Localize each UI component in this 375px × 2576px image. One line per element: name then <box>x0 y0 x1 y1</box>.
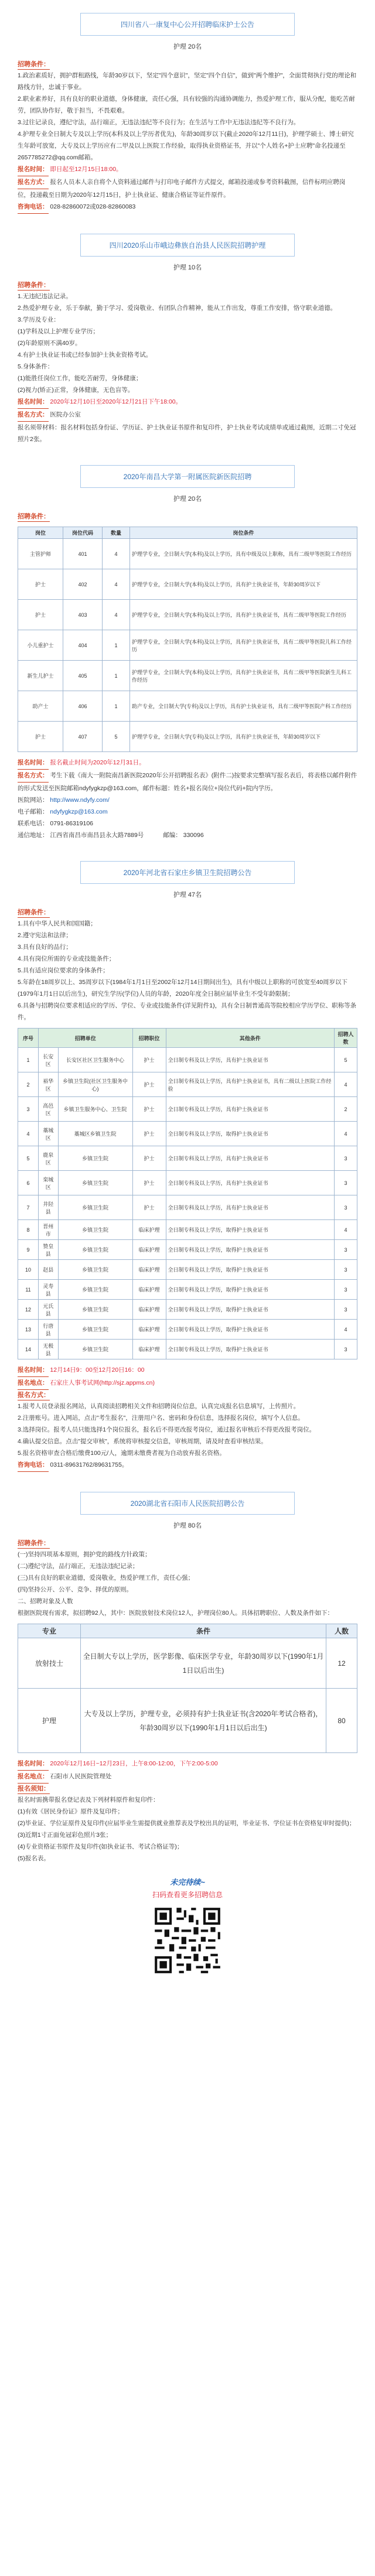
section-4-phone-label: 咨询电话： <box>18 1459 49 1472</box>
table-cell: 乡镇卫生院(社区卫生服务中心) <box>58 1072 132 1097</box>
table-row <box>18 1280 357 1300</box>
req-item: 2.热爱护理专业，乐于奉献，勤于学习、爱岗敬业、有团队合作精神，能从工作出发，尊重工作安排，恪守职业道德。 <box>18 305 337 312</box>
table-cell: 护士 <box>132 1072 166 1097</box>
table-cell: 乡镇卫生院 <box>58 1280 132 1300</box>
req-item: (1)能胜任岗位工作，能吃苦耐劳，身体健康； <box>18 375 142 382</box>
footer <box>0 1876 375 1976</box>
doc-item: (1)有效《居民身份证》原件及复印件； <box>18 1808 124 1815</box>
table-row <box>18 722 357 752</box>
table-cell: 小儿重护士 <box>18 630 63 661</box>
section-2-docs: 报名须带材料：报名材料包括身份证、学历证、护士执业证书原件和复印件，护士执业考试成绩单或通过截图，近期二寸免冠照片2张。 <box>18 424 356 443</box>
table-cell: 406 <box>63 691 103 722</box>
req-item: 1.具有中华人民共和国国籍； <box>18 920 97 927</box>
table-row <box>18 1240 357 1260</box>
table-cell: 4 <box>335 1220 357 1240</box>
table-cell: 护理学专业，全日制大学(本科)及以上学历，具有护士执业证书，具有二级甲等医院新生儿科工作经历 <box>130 661 357 691</box>
doc-item: 报名时需携带报名登记表及下列材料原件和复印件： <box>18 1796 159 1803</box>
table-cell: 2 <box>18 1072 39 1097</box>
table-cell: 赵县 <box>39 1260 59 1280</box>
table-cell: 10 <box>18 1260 39 1280</box>
section-3-way-label: 报名方式： <box>18 770 49 783</box>
table-row <box>18 539 357 569</box>
section-2-title: 四川2020乐山市峨边彝族自治县人民医院招聘护理 <box>80 234 295 257</box>
table-cell: 乡镇卫生院 <box>58 1146 132 1171</box>
section-3-addr: 江西省南昌市南昌县永大路7889号 <box>50 832 144 839</box>
table-row <box>18 1122 357 1146</box>
table-row <box>18 569 357 600</box>
table-cell: 3 <box>335 1146 357 1171</box>
section-3-web[interactable]: http://www.ndyfy.com/ <box>50 797 110 804</box>
table-cell: 护士 <box>18 569 63 600</box>
section-3-title: 2020年南昌大学第一附属医院新医院招聘 <box>80 465 295 488</box>
table-cell: 全日制专科及以上学历，取得护士执业证书 <box>166 1320 334 1340</box>
section-5-table <box>18 1624 357 1753</box>
table-cell: 全日制专科及以上学历，具有护士执业证书 <box>166 1097 334 1122</box>
footer-line2: 扫码查看更多招聘信息 <box>152 1891 223 1899</box>
col-header: 其他条件 <box>166 1029 334 1048</box>
table-header-row <box>18 1029 357 1048</box>
table-cell: 护士 <box>132 1048 166 1072</box>
table-cell: 乡镇卫生院 <box>58 1220 132 1240</box>
section-3-mail[interactable]: ndyfygkzp@163.com <box>50 808 108 815</box>
table-row <box>18 1260 357 1280</box>
table-header-row <box>18 527 357 539</box>
table-cell: 灵寿县 <box>39 1280 59 1300</box>
table-cell: 长安区社区卫生服务中心 <box>58 1048 132 1072</box>
req-item: 1.无违纪违法记录。 <box>18 293 72 300</box>
table-row <box>18 1638 357 1689</box>
table-row <box>18 1320 357 1340</box>
section-4-count: 护理 47名 <box>173 891 202 898</box>
table-cell: 全日制大专以上学历，医学影像、临床医学专业，年龄30周岁以下(1990年1月1日以后出生) <box>81 1638 326 1689</box>
table-cell: 临床护理 <box>132 1280 166 1300</box>
table-cell: 乡镇卫生院 <box>58 1171 132 1195</box>
req-item: 2.职业素养好，具有良好的职业道德，身体健康，责任心强，具有较强的沟通协调能力，热爱护理工作，服从分配，能吃苦耐劳，团队协作好，敬于担当，不畏艰难。 <box>18 95 355 114</box>
qr-code-icon[interactable] <box>152 1905 223 1976</box>
section-2-time-label: 报名时间： <box>18 396 49 409</box>
table-cell: 4 <box>18 1122 39 1146</box>
table-cell: 护士 <box>132 1146 166 1171</box>
section-3-way: 考生下载《南大一附院南昌新医院2020年公开招聘报名表》(附件二)按要求完整填写报名表后，将表格以邮件附件的形式发送至医院邮箱ndyfygkzp@163.com，邮件标题：姓名+报名岗位+岗位代码+院内学历。 <box>18 772 357 792</box>
table-cell: 全日制专科及以上学历，取得护士执业证书 <box>166 1240 334 1260</box>
table-cell: 6 <box>18 1171 39 1195</box>
col-header: 招聘职位 <box>132 1029 166 1048</box>
section-3-web-label: 医院网站： <box>18 797 49 804</box>
table-cell: 主管护师 <box>18 539 63 569</box>
req-item: 根据医院现有需求，拟招聘92人，其中：医院放射技术岗位12人，护理岗位80人。具体招聘职位、人数及条件如下： <box>18 1610 334 1617</box>
table-cell: 3 <box>335 1340 357 1359</box>
table-cell: 长安区 <box>39 1048 59 1072</box>
table-cell: 407 <box>63 722 103 752</box>
table-cell: 护士 <box>132 1122 166 1146</box>
table-cell: 临床护理 <box>132 1340 166 1359</box>
req-item: 3.具有良好的品行； <box>18 944 72 951</box>
table-row <box>18 691 357 722</box>
table-cell: 护士 <box>132 1171 166 1195</box>
footer-line1: 未完待续~ <box>170 1878 205 1887</box>
table-row <box>18 1340 357 1359</box>
table-cell: 藁城区乡镇卫生院 <box>58 1122 132 1146</box>
table-cell: 4 <box>103 600 130 630</box>
section-1-time: 即日起至12月15日18:00。 <box>50 166 122 173</box>
section-4-table <box>18 1028 357 1359</box>
section-5-docs <box>18 1794 357 1864</box>
section-5-time: 2020年12月16日~12月23日，上午8:00-12:00，下午2:00-5:00 <box>50 1760 218 1767</box>
way-item: 3.选择岗位。报考人员只能选择1个岗位报名，报名后不得更改报考岗位，通过报名审核后不得更改报考岗位。 <box>18 1426 316 1433</box>
section-1 <box>0 0 375 214</box>
table-row <box>18 600 357 630</box>
table-cell: 护理学专业，全日制大学(本科)及以上学历，具有护士执业证书，具有二级甲等医院儿科工作经历 <box>130 630 357 661</box>
section-5-site-label: 报名地点： <box>18 1771 49 1784</box>
section-3-time: 报名截止时间为2020年12月31日。 <box>50 759 145 766</box>
table-row <box>18 1300 357 1320</box>
section-3-count: 护理 20名 <box>173 496 202 503</box>
table-cell: 行唐县 <box>39 1320 59 1340</box>
table-cell: 井陉县 <box>39 1195 59 1220</box>
table-cell: 全日制专科及以上学历，具有护士执业证书 <box>166 1146 334 1171</box>
section-4-site-label: 报名地点： <box>18 1377 49 1390</box>
table-cell: 4 <box>335 1072 357 1097</box>
section-3-zip-label: 邮编： <box>163 832 182 839</box>
table-cell: 全日制专科及以上学历，具有护士执业证书，具有二级以上医院工作经验 <box>166 1072 334 1097</box>
req-item: 4.护理专业全日制大专及以上学历(本科及以上学历者优先)，年龄30周岁以下(截止2020年12月11日)，护理学硕士、博士研究生年龄可放宽，大专及以上学历应有二甲及以上医院工作经验，取得执业资格证书，并以"个人姓名+护士应聘"命名投递至2657785272@qq.com邮箱。 <box>18 131 354 161</box>
table-cell: 9 <box>18 1240 39 1260</box>
section-3-contact-label: 联系电话： <box>18 820 49 827</box>
section-4 <box>0 841 375 1472</box>
table-row <box>18 630 357 661</box>
table-cell: 4 <box>103 569 130 600</box>
section-3-mail-label: 电子邮箱： <box>18 808 49 815</box>
table-cell: 赞皇县 <box>39 1240 59 1260</box>
req-item: 2.遵守宪法和法律； <box>18 932 72 939</box>
req-item: (二)遵纪守法，品行端正，无违法违纪记录； <box>18 1563 139 1570</box>
section-5 <box>0 1472 375 1864</box>
section-4-time-label: 报名时间： <box>18 1364 49 1377</box>
section-2-req-label: 招聘条件： <box>18 280 50 291</box>
table-cell: 乡镇卫生院 <box>58 1260 132 1280</box>
table-cell: 护士 <box>18 722 63 752</box>
section-1-req-label: 招聘条件： <box>18 59 50 70</box>
section-1-way: 报名人员本人亲自将个人资料通过邮件与打印电子邮件方式提交，邮箱投递或参考资料截图，信件标明应聘岗位，投递截至日期为2020年12月15日，护士执业证、健康合格证等证件原件。 <box>18 179 346 199</box>
table-cell: 全日制专科及以上学历，取得护士执业证书 <box>166 1220 334 1240</box>
table-cell: 无极县 <box>39 1340 59 1359</box>
table-cell: 临床护理 <box>132 1320 166 1340</box>
table-cell: 4 <box>335 1320 357 1340</box>
table-cell: 元氏县 <box>39 1300 59 1320</box>
table-cell: 栾城区 <box>39 1171 59 1195</box>
req-item: 6.具备与招聘岗位要求相适应的学历、学位、专业或技能条件(详见附件1)，具有全日制普通高等院校相应学历学位、职称等条件。 <box>18 1002 357 1021</box>
table-cell: 临床护理 <box>132 1240 166 1260</box>
section-5-reqs <box>18 1549 357 1619</box>
section-4-ways <box>18 1400 357 1459</box>
section-4-time: 12月14日9：00至12月20日16：00 <box>50 1366 145 1374</box>
table-cell: 1 <box>103 630 130 661</box>
table-cell: 全日制专科及以上学历，取得护士执业证书 <box>166 1122 334 1146</box>
table-cell: 14 <box>18 1340 39 1359</box>
table-cell: 助产士 <box>18 691 63 722</box>
table-cell: 5 <box>103 722 130 752</box>
table-cell: 护理学专业，全日制大学(本科)及以上学历，具有护士执业证书，具有二级甲等医院工作经历 <box>130 600 357 630</box>
section-1-title: 四川省八一康复中心公开招聘临床护士公告 <box>80 13 295 36</box>
table-cell: 乡镇卫生院 <box>58 1195 132 1220</box>
table-row <box>18 1689 357 1753</box>
req-item: (三)具有良好的职业道德，爱岗敬业，热爱护理工作，责任心强； <box>18 1574 194 1581</box>
table-cell: 放射技士 <box>18 1638 81 1689</box>
table-cell: 新生儿护士 <box>18 661 63 691</box>
col-header: 岗位 <box>18 527 63 539</box>
table-row <box>18 1171 357 1195</box>
table-cell: 乡镇卫生院 <box>58 1240 132 1260</box>
col-header: 招聘单位 <box>39 1029 133 1048</box>
table-header-row <box>18 1624 357 1638</box>
section-1-count: 护理 20名 <box>173 43 202 50</box>
table-cell: 护士 <box>132 1097 166 1122</box>
table-cell: 全日制专科及以上学历，取得护士执业证书 <box>166 1280 334 1300</box>
section-5-docs-label: 报名须知： <box>18 1784 50 1794</box>
table-cell: 护理 <box>18 1689 81 1753</box>
table-cell: 80 <box>326 1689 357 1753</box>
section-3 <box>0 445 375 841</box>
table-cell: 乡镇卫生院 <box>58 1300 132 1320</box>
table-cell: 护士 <box>132 1195 166 1220</box>
table-cell: 护理学专业，全日制大学(本科)及以上学历，具有中级及以上职称，具有二级甲等医院工作经历 <box>130 539 357 569</box>
table-cell: 全日制专科及以上学历，具有护士执业证书 <box>166 1171 334 1195</box>
table-row <box>18 661 357 691</box>
section-2-way-label: 报名方式： <box>18 409 49 422</box>
way-item: 5.报名资格审查合格后缴费100元/人，逾期未缴费者视为自动放弃报名资格。 <box>18 1450 226 1457</box>
table-cell: 12 <box>18 1300 39 1320</box>
section-4-way-label: 报名方式： <box>18 1390 50 1400</box>
table-cell: 全日制专科及以上学历，取得护士执业证书 <box>166 1260 334 1280</box>
way-item: 4.确认提交信息。点击"提交审核"，系统将审核提交信息，审核周期，请及时查看审核结果。 <box>18 1438 267 1445</box>
section-3-contact: 0791-86319106 <box>50 820 93 827</box>
table-cell: 鹿泉区 <box>39 1146 59 1171</box>
doc-item: (3)近期1寸正面免冠彩色照片3张； <box>18 1832 112 1839</box>
table-cell: 临床护理 <box>132 1260 166 1280</box>
table-cell: 晋州市 <box>39 1220 59 1240</box>
table-cell: 3 <box>335 1171 357 1195</box>
col-header: 条件 <box>81 1624 326 1638</box>
doc-item: (2)毕业证、学位证原件及复印件(应届毕业生需提供就业推荐表及学校出具的证明，毕业证书、学位证书在资格复审时提供)； <box>18 1820 356 1827</box>
table-cell: 403 <box>63 600 103 630</box>
table-cell: 8 <box>18 1220 39 1240</box>
table-cell: 大专及以上学历，护理专业，必须持有护士执业证书(含2020年考试合格者)，年龄30周岁以下(1990年1月1日以后出生) <box>81 1689 326 1753</box>
table-cell: 3 <box>335 1260 357 1280</box>
req-item: 4.具有岗位所需的专业或技能条件； <box>18 955 115 962</box>
table-cell: 1 <box>18 1048 39 1072</box>
table-cell: 乡镇卫生院 <box>58 1320 132 1340</box>
table-cell: 2 <box>335 1097 357 1122</box>
table-cell: 402 <box>63 569 103 600</box>
table-cell: 1 <box>103 661 130 691</box>
table-cell: 裕华区 <box>39 1072 59 1097</box>
req-item: 1.政治素质好，拥护群租路线，年龄30岁以下，坚定"四个意识"，坚定"四个自信"，做到"两个维护"，全面贯彻执行党的理论和路线方针，忠诚于事业。 <box>18 72 357 91</box>
table-cell: 404 <box>63 630 103 661</box>
table-cell: 3 <box>335 1195 357 1220</box>
section-3-time-label: 报名时间： <box>18 757 49 770</box>
col-header: 数量 <box>103 527 130 539</box>
section-3-req-label: 招聘条件： <box>18 511 50 522</box>
section-1-way-label: 报名方式： <box>18 176 49 189</box>
table-cell: 12 <box>326 1638 357 1689</box>
col-header: 序号 <box>18 1029 39 1048</box>
doc-item: (5)报名表。 <box>18 1855 50 1862</box>
table-row <box>18 1097 357 1122</box>
table-cell: 4 <box>335 1122 357 1146</box>
section-2 <box>0 214 375 445</box>
table-row <box>18 1195 357 1220</box>
section-1-time-label: 报名时间： <box>18 163 49 176</box>
table-cell: 全日制专科及以上学历，取得护士执业证书 <box>166 1340 334 1359</box>
section-1-phone: 028-82860072或028-82860083 <box>50 203 136 210</box>
section-2-count: 护理 10名 <box>173 264 202 271</box>
req-item: 3.过往记录良，遵纪守法，品行端正，无违法违纪等不良行为；在生活与工作中无违法违纪等不良行为。 <box>18 119 300 126</box>
table-cell: 3 <box>335 1280 357 1300</box>
table-cell: 临床护理 <box>132 1300 166 1320</box>
way-item: 2.注册账号。进入网站，点击"考生报名"，注册用户名、密码和身份信息，选择报名岗位，填写个人信息。 <box>18 1415 304 1422</box>
section-5-count: 护理 80名 <box>173 1522 202 1529</box>
table-cell: 401 <box>63 539 103 569</box>
section-4-title: 2020年河北省石家庄乡镇卫生院招聘公告 <box>80 861 295 884</box>
table-cell: 临床护理 <box>132 1220 166 1240</box>
table-cell: 405 <box>63 661 103 691</box>
section-1-reqs <box>18 70 357 163</box>
table-cell: 乡镇卫生服务中心、卫生院 <box>58 1097 132 1122</box>
table-cell: 4 <box>103 539 130 569</box>
col-header: 专业 <box>18 1624 81 1638</box>
section-3-table <box>18 527 357 752</box>
section-2-way: 医院办公室 <box>50 411 81 418</box>
section-5-title: 2020湖北省石阳市人民医院招聘公告 <box>80 1492 295 1515</box>
req-item: 二、招聘对象及人数 <box>18 1598 73 1605</box>
table-cell: 5 <box>335 1048 357 1072</box>
table-cell: 3 <box>335 1240 357 1260</box>
table-cell: 护理学专业，全日制大学(本科)及以上学历，具有护士执业证书，年龄30周岁以下 <box>130 569 357 600</box>
section-4-phone: 0311-89631762/89631755。 <box>50 1461 128 1468</box>
doc-item: (4)专业资格证书原件及复印件(如执业证书、考试合格证等)； <box>18 1843 183 1850</box>
table-cell: 乡镇卫生院 <box>58 1340 132 1359</box>
req-item: 5.具有适应岗位要求的身体条件； <box>18 967 109 974</box>
table-row <box>18 1146 357 1171</box>
way-item: 1.报考人员登录报名网站，认真阅读招聘相关文件和招聘岗位信息，认真完成报名信息填写，上传照片。 <box>18 1403 300 1410</box>
section-4-site: 石家庄人事考试网(http://sjz.appms.cn) <box>50 1379 155 1386</box>
table-cell: 高邑区 <box>39 1097 59 1122</box>
table-cell: 11 <box>18 1280 39 1300</box>
col-header: 人数 <box>326 1624 357 1638</box>
table-cell: 3 <box>335 1300 357 1320</box>
table-row <box>18 1048 357 1072</box>
table-cell: 3 <box>18 1097 39 1122</box>
req-item: (1)学科及以上护理专业学历； <box>18 328 99 335</box>
section-3-zip: 330096 <box>183 832 204 839</box>
table-cell: 藁城区 <box>39 1122 59 1146</box>
col-header: 招聘人数 <box>335 1029 357 1048</box>
section-3-addr-label: 通信地址： <box>18 832 49 839</box>
table-cell: 5 <box>18 1146 39 1171</box>
table-cell: 护士 <box>18 600 63 630</box>
table-row <box>18 1072 357 1097</box>
req-item: (四)坚持公开、公平、竞争、择优的原则。 <box>18 1586 132 1593</box>
table-cell: 全日制专科及以上学历，取得护士执业证书 <box>166 1300 334 1320</box>
table-cell: 全日制专科及以上学历，具有护士执业证书 <box>166 1048 334 1072</box>
section-4-req-label: 招聘条件： <box>18 907 50 918</box>
section-1-phone-label: 咨询电话： <box>18 201 49 214</box>
req-item: 3.学历及专业： <box>18 316 60 323</box>
col-header: 岗位条件 <box>130 527 357 539</box>
table-cell: 全日制专科及以上学历，具有护士执业证书 <box>166 1195 334 1220</box>
section-2-reqs <box>18 291 357 396</box>
table-cell: 13 <box>18 1320 39 1340</box>
req-item: (2)年龄原则不满40岁。 <box>18 340 81 347</box>
table-row <box>18 1220 357 1240</box>
table-cell: 7 <box>18 1195 39 1220</box>
section-4-reqs <box>18 918 357 1023</box>
req-item: (一)坚持四项基本原则，拥护党的路线方针政策； <box>18 1551 151 1558</box>
table-cell: 助产专业，全日制大学(专科)及以上学历，具有护士执业证书，具有二级甲等医院产科工作经历 <box>130 691 357 722</box>
section-5-time-label: 报名时间： <box>18 1758 49 1771</box>
req-item: 4.有护士执业证书或已经参加护士执业资格考试。 <box>18 351 152 358</box>
table-cell: 1 <box>103 691 130 722</box>
req-item: 5.身体条件： <box>18 363 54 370</box>
req-item: (2)视力(矫正)正常，身体健康，无色盲等。 <box>18 387 134 394</box>
section-5-req-label: 招聘条件： <box>18 1538 50 1549</box>
section-2-time: 2020年12月10日至2020年12月21日下午18:00。 <box>50 398 182 405</box>
table-cell: 护理学专业，全日制大学(专科)及以上学历，具有护士执业证书，年龄30周岁以下 <box>130 722 357 752</box>
req-item: 5.年龄在18周岁以上、35周岁以下(1984年1月1日至2002年12月14日期间出生)，具有中级以上职称的可放宽至40周岁以下(1979年1月1日以后出生)，研究生学历(学位)人员的年龄，2020年度全日制应届毕业生不受年龄限制； <box>18 979 348 997</box>
col-header: 岗位代码 <box>63 527 103 539</box>
section-5-site: 石阳市人民医院管理处 <box>50 1773 112 1780</box>
